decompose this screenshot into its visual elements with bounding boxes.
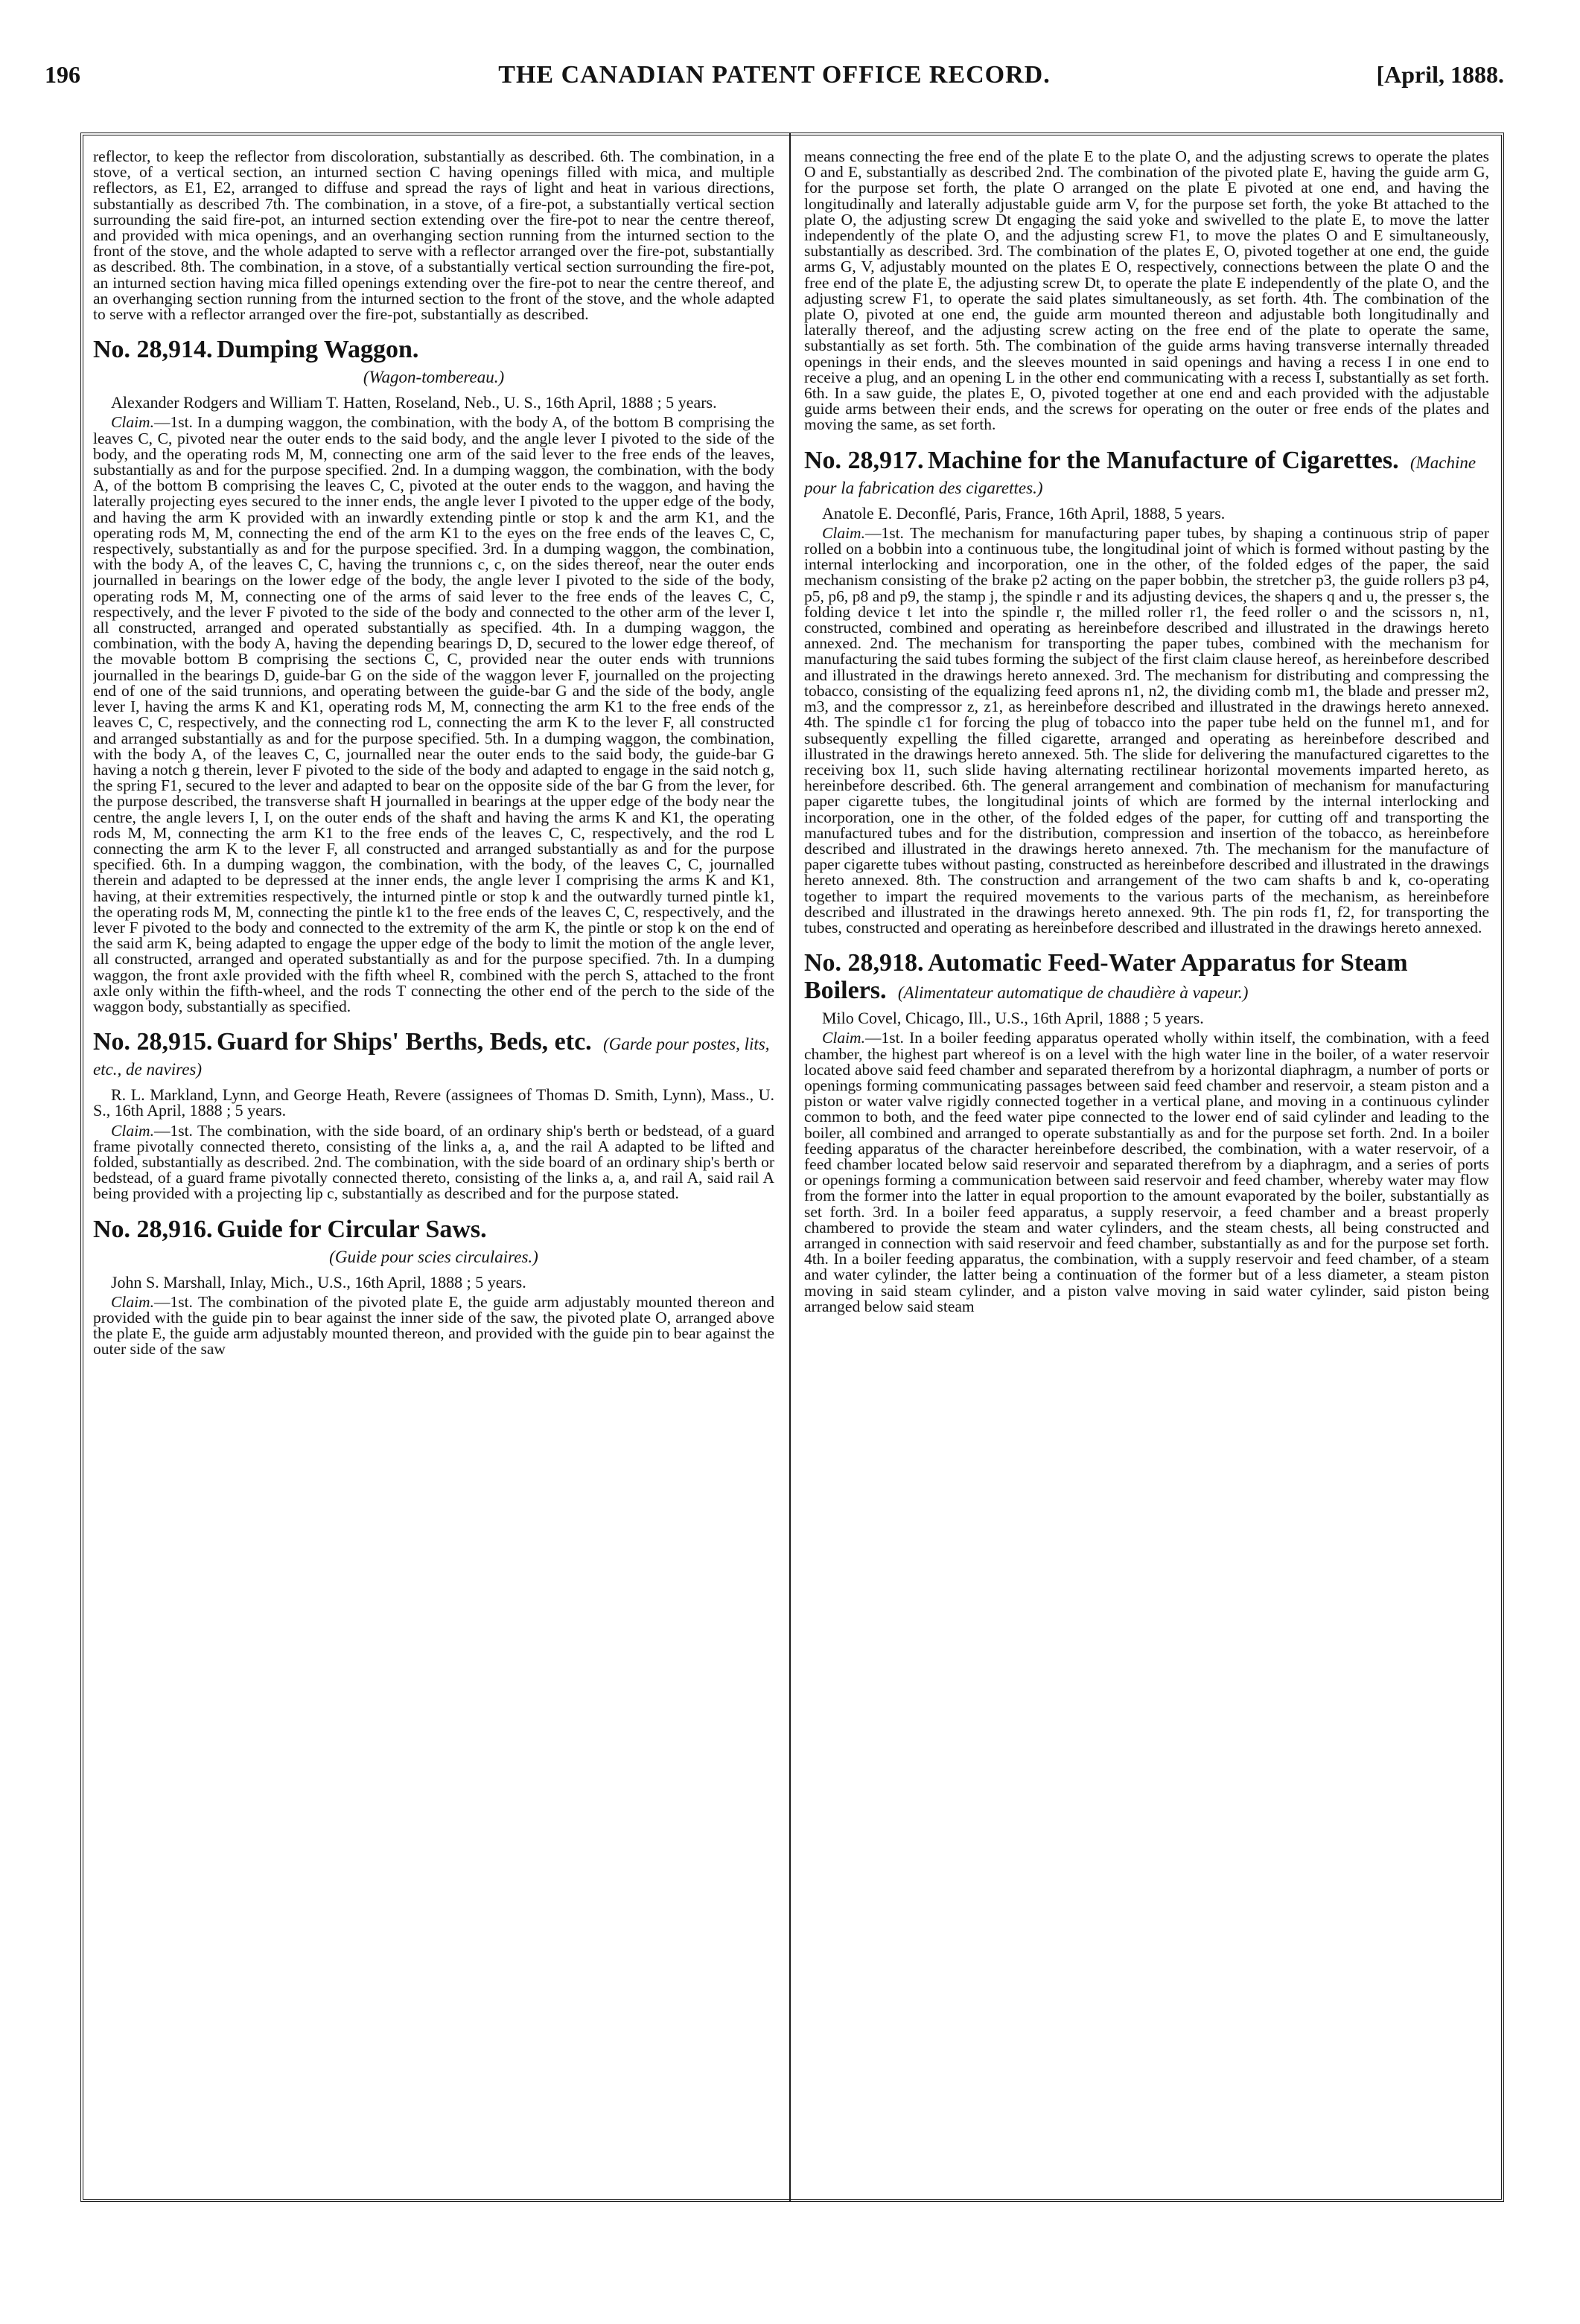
left-column — [93, 149, 774, 2189]
patent-claims — [93, 1292, 774, 1359]
patent-applicant: R. L. Markland, Lynn, and George Heath, Revere (assignees of Thomas D. Smith, Lynn), Mass., U. S., 16th April, 1888 ; 5 years. — [93, 1085, 774, 1120]
patent-french-title: (Machine pour la fabrication des cigarettes.) — [804, 453, 1477, 497]
claim-text: —1st. The combination of the pivoted plate E, the guide arm adjustably mounted thereon and provided with the guide pin to bear against the inner side of the saw, the pivoted plate O, arranged above the plate E, the guide arm adjustably mounted thereon, and provided with the guide pin to bear against the outer side of the saw — [93, 1292, 774, 1359]
issue-date: [April, 1888. — [1376, 61, 1504, 88]
patent-applicant: Milo Covel, Chicago, Ill., U.S., 16th April, 1888 ; 5 years. — [822, 1009, 1204, 1028]
claim-label: Claim. — [111, 1121, 154, 1140]
patent-number: No. 28,916. — [93, 1215, 213, 1243]
patent-claims — [804, 523, 1489, 936]
patent-heading — [93, 1029, 774, 1082]
claim-label: Claim. — [822, 1029, 865, 1047]
claim-text: —1st. The mechanism for manufacturing paper tubes, by shaping a continuous strip of paper rolled on a bobbin into a continuous tube, the longitudinal joint of which is formed without pasting by the internal interlocking and incorporation, one in the other, of the folded edges of the paper, the said mechanism consisting of the brake p2 acting on the paper bobbin, the stretcher p3, the guide rollers p3 p4, p5, p6, p8 and p9, the stamp j, the spindle r and its adjusting devices, the shapers q and u, the presser s, the folding device t let into the spindle r, the milled roller r1, the feed roller o and the scissors n, n1, constructed, combined and operating as hereinbefore described and illustrated in the drawings hereto annexed. 2nd. The mechanism for transporting the paper tubes, combined with the mechanism for manufacturing the said tubes forming the subject of the first claim clause hereof, as hereinbefore described and illustrated in the drawings hereto annexed. 3rd. The mechanism for distributing and compressing the tobacco, consisting of the equalizing feed aprons n1, n2, the dividing comb m1, the blade and presser m2, m3, and the compressor z, z1, as hereinbefore described and illustrated in the drawings hereto annexed. 4th. The spindle c1 for forcing the plug of tobacco into the paper tube held on the funnel m1, and for subsequently expelling the filled cigarette, arranged and operating as hereinbefore described and illustrated in the drawings hereto annexed. 5th. The slide for delivering the manufactured cigarettes to the receiving box l1, such slide having alternating rectilinear horizontal movements imparted hereto, as hereinbefore described. 6th. The general arrangement and combination of mechanism for manufacturing paper cigarette tubes, the longitudinal joints of which are formed by the internal interlocking and incorporation, one in the other, of the folded edges of the paper, for cutting off and transporting the manufactured tubes and for the distribution, compression and insertion of the tobacco, as hereinbefore described and illustrated in the drawings hereto annexed. 7th. The mechanism for the manufacture of paper cigarette tubes without pasting, constructed as hereinbefore described and illustrated in the drawings hereto annexed. 8th. The construction and arrangement of the two cam shafts b and k, co-operating together to impart the required movements to the various parts of the mechanism, as hereinbefore described and illustrated in the drawings hereto annexed. 9th. The pin rods f1, f2, for transporting the tubes, constructed and operating as hereinbefore described and illustrated in the drawings hereto annexed. — [804, 523, 1489, 936]
right-column — [804, 149, 1489, 2189]
patent-claims — [93, 415, 774, 1015]
continued-claims-text: reflector, to keep the reflector from discoloration, substantially as described. 6th. The combination, in a stove, of a vertical section, an inturned section C having openings filled with mica, and multiple reflectors, as E1, E2, arranged to diffuse and spread the rays of light and heat in various directions, substantially as described 7th. The combination, in a stove, of a fire-pot, a substantially vertical section surrounding the said fire-pot, an inturned section extending over the fire-pot to near the centre thereof, and provided with mica openings, and an overhanging section running from the inturned section to the front of the stove, and the whole adapted to serve with a reflector arranged over the fire-pot, substantially as described. 8th. The combination, in a stove, of a substantially vertical section surrounding the fire-pot, an inturned section having mica filled openings extending over the fire-pot to near the centre thereof, and an overhanging section running from the inturned section to the front of the stove, and the whole adapted to serve with a reflector arranged over the fire-pot, substantially as described. — [93, 149, 774, 324]
continued-claims-text: means connecting the free end of the plate E to the plate O, and the adjusting screws to operate the plates O and E, substantially as described 2nd. The combination of the pivoted plate E, having the guide arm G, for the purpose set forth, the plate O arranged on the plate E pivoted at one end, and having the longitudinally and laterally adjustable guide arm V, for the purpose set forth, the yoke Bt attached to the plate O, the adjusting screw Dt engaging the said yoke and swivelled to the plate E, to move the latter independently of the plate O, and the adjusting screw F1, to move the plates O and E simultaneously, substantially as described. 3rd. The combination of the plates E, O, pivoted together at one end, the guide arms G, V, adjustably mounted on the plates E O, respectively, connections between the plate O and the free end of the plate E, the adjusting screw Dt, to operate the plate E independently of the plate O, and the adjusting screw F1, to operate the said plates simultaneously, as set forth. 4th. The combination of the plate O, pivoted at one end, the guide arm mounted thereon and adjustable both longitudinally and laterally thereof, and the adjusting screw acting on the free end of the plate to operate the same, substantially as set forth. 5th. The combination of the guide arms having transverse internally threaded openings in their ends, and the sleeves mounted in said openings and having a recess I in one end to receive a plug, and an opening L in the other end communicating with a recess I, substantially as set forth. 6th. In a saw guide, the plates E, O, pivoted together at one end and each provided with the adjustable guide arms between their ends, and the screws for operating on the outer or free ends of the plates and moving the same, as set forth. — [804, 149, 1489, 434]
patent-heading — [804, 448, 1489, 501]
patent-applicant: Alexander Rodgers and William T. Hatten, Roseland, Neb., U. S., 16th April, 1888 ; 5 years. — [111, 393, 717, 412]
patent-claims — [93, 1123, 774, 1202]
patent-number: No. 28,917. — [804, 446, 924, 474]
claim-label: Claim. — [822, 523, 865, 542]
patent-entry-28915 — [93, 1029, 774, 1201]
claim-label: Claim. — [111, 413, 154, 432]
patent-heading — [93, 1217, 774, 1270]
patent-title: Guide for Circular Saws. — [216, 1215, 487, 1243]
patent-applicant: John S. Marshall, Inlay, Mich., U.S., 16th April, 1888 ; 5 years. — [111, 1272, 526, 1292]
patent-title: Automatic Feed-Water Apparatus for Steam Boilers. — [804, 949, 1408, 1005]
page-number: 196 — [45, 61, 80, 88]
claim-text: —1st. In a dumping waggon, the combination, with the body A, of the bottom B comprising the leaves C, C, pivoted near the outer ends to the said body, and the angle lever I pivoted to the side of the body, and the operating rods M, M, connecting one arm of the said lever to the free ends of the leaves, substantially as and for the purpose specified. 2nd. In a dumping waggon, the combination, with the body A, of the bottom B comprising the leaves C, C, pivoted at the outer ends to the waggon, and having the laterally projecting eyes secured to the inner ends, the angle lever I pivoted to the upper edge of the body, and having the arm K provided with an inwardly extending pintle or stop k and the arm K1, and the operating rods M, M, connecting the end of the arm K1 to the eyes on the free ends of the leaves C, C, respectively, substantially as and for the purpose specified. 3rd. In a dumping waggon, the combination, with the body A, of the leaves C, C, having the trunnions c, c, on the sides thereof, near the outer ends journalled in bearings on the lower edge of the body, the angle lever I pivoted to the side of the body, operating rods M, M, connecting one of the arms of said lever to the free ends of the leaves C, C, respectively, and the lever F pivoted to the side of the body and connected to the other arm of the lever I, all constructed, arranged and operated substantially as specified. 4th. In a dumping waggon, the combination, with the body A, having the depending bearings D, D, secured to the lower edge thereof, of the movable bottom B comprising the sections C, C, provided near the outer ends with trunnions journalled in the bearings D, guide-bar G on the side of the waggon lever F, journalled on the projecting end of one of the said trunnions, and operating between the guide-bar G and the side of the body, angle lever I, having the arms K and K1, operating rods M, M, connecting the arm K1 to the free ends of the leaves C, C, respectively, and the connecting rod L, connecting the arm K to the lever F, all constructed and arranged substantially as and for the purpose specified. 5th. In a dumping waggon, the combination, with the body A, of the leaves C, C, journalled near the outer ends to the said body, the guide-bar G having a notch g therein, lever F pivoted to the side of the body and adapted to engage in the said notch g, the spring F1, secured to the lever and adapted to bear on the opposite side of the bar G from the lever, for the purpose described, the transverse shaft H journalled in bearings at the upper edge of the body near the centre, the angle levers I, I, on the outer ends of the shaft and having the arms K and K1, the operating rods M, M, connecting the arm K1 to the free ends of the leaves C, C, respectively, and the rod L connecting the arm K to the lever F, all constructed and arranged substantially as and for the purpose specified. 6th. In a dumping waggon, the combination, with the body, of the leaves C, C, journalled therein and adapted to be depressed at the inner ends, the angle lever I comprising the arms K and K1, having, at their extremities respectively, the inturned pintle or stop k and the outwardly turned pintle k1, the operating rods M, M, connecting the pintle k1 to the free ends of the leaves C, C, respectively, and the lever F pivoted to the body and connected to the extremity of the arm K, the pintle or stop k on the end of the said arm K, being adapted to engage the upper edge of the body to limit the motion of the angle lever, all constructed, arranged and operated substantially as and for the purpose specified. 7th. In a dumping waggon, the front axle provided with the fifth wheel R, combined with the perch S, attached to the front axle only within the fifth-wheel, and the rods T connecting the other end of the perch to the side of the waggon body, substantially as specified. — [93, 413, 774, 1015]
patent-title: Machine for the Manufacture of Cigarettes. — [927, 446, 1399, 474]
patent-entry-28914 — [93, 337, 774, 1015]
patent-french-title: (Wagon-tombereau.) — [363, 368, 505, 387]
claim-text: —1st. In a boiler feeding apparatus operated wholly within itself, the combination, with a feed chamber, the highest part whereof is on a level with the high water line in the boiler, of a water reservoir located above said feed chamber and separated therefrom by a horizontal diaphragm, a number of ports or openings forming communicating passages between said feed chamber and reservoir, a steam piston and a piston or water valve rigidly connected together in a vertical plane, and moving in a continuous cylinder common to both, and the feed water pipe connected to the lower end of said cylinder and leading to the boiler, all combined and arranged to operate substantially as and for the purpose set forth. 2nd. In a boiler feeding apparatus of the character hereinbefore described, the combination, with a water reservoir, of a feed chamber located below said reservoir and separated therefrom by a diaphragm, and a series of ports or openings forming a communication between said reservoir and feed chamber, whereby water may flow from the former into the latter in equal proportion to the amount evaporated by the boiler, substantially as set forth. 3rd. In a boiler feed apparatus, a supply reservoir, a feed chamber and a breast properly chambered to provide the steam and water cylinders, and the steam chests, all being constructed and arranged in connection with said reservoir and feed chamber, substantially as and for the purpose set forth. 4th. In a boiler feeding apparatus, the combination, with a supply reservoir and feed chamber, of a steam and water cylinder, the latter being a continuation of the former but of a less diameter, a steam piston moving in said steam cylinder, and a piston valve moving in said water cylinder, said piston being arranged below said steam — [804, 1029, 1489, 1315]
patent-heading — [804, 951, 1489, 1006]
patent-title: Guard for Ships' Berths, Beds, etc. — [216, 1028, 592, 1056]
claim-label: Claim. — [111, 1292, 154, 1311]
patent-claims — [804, 1030, 1489, 1315]
patent-heading — [93, 337, 774, 390]
patent-applicant: Anatole E. Deconflé, Paris, France, 16th April, 1888, 5 years. — [822, 503, 1226, 523]
page-header — [45, 61, 1504, 106]
patent-title: Dumping Waggon. — [216, 336, 419, 364]
publication-title: THE CANADIAN PATENT OFFICE RECORD. — [498, 61, 1051, 89]
patent-french-title: (Garde pour postes, lits, etc., de navires) — [93, 1035, 770, 1079]
patent-entry-28916 — [93, 1217, 774, 1358]
claim-text: —1st. The combination, with the side board, of an ordinary ship's berth or bedstead, of a guard frame pivotally connected thereto, consisting of the links a, a, and the rail A adapted to be lifted and folded, substantially as described. 2nd. The combination, with the side board of an ordinary ship's berth or bedstead, of a guard frame pivotally connected thereto, consisting of the links a, a, and rail A, said rail A being provided with a projecting lip c, substantially as described and for the purpose stated. — [93, 1121, 774, 1203]
patent-number: No. 28,915. — [93, 1028, 213, 1056]
patent-entry-28917 — [804, 448, 1489, 936]
patent-number: No. 28,914. — [93, 336, 213, 364]
patent-entry-28918 — [804, 951, 1489, 1315]
patent-french-title: (Guide pour scies circulaires.) — [329, 1247, 538, 1266]
patent-number: No. 28,918. — [804, 949, 924, 977]
patent-french-title: (Alimentateur automatique de chaudière à vapeur.) — [897, 983, 1249, 1003]
column-divider — [789, 133, 791, 2202]
